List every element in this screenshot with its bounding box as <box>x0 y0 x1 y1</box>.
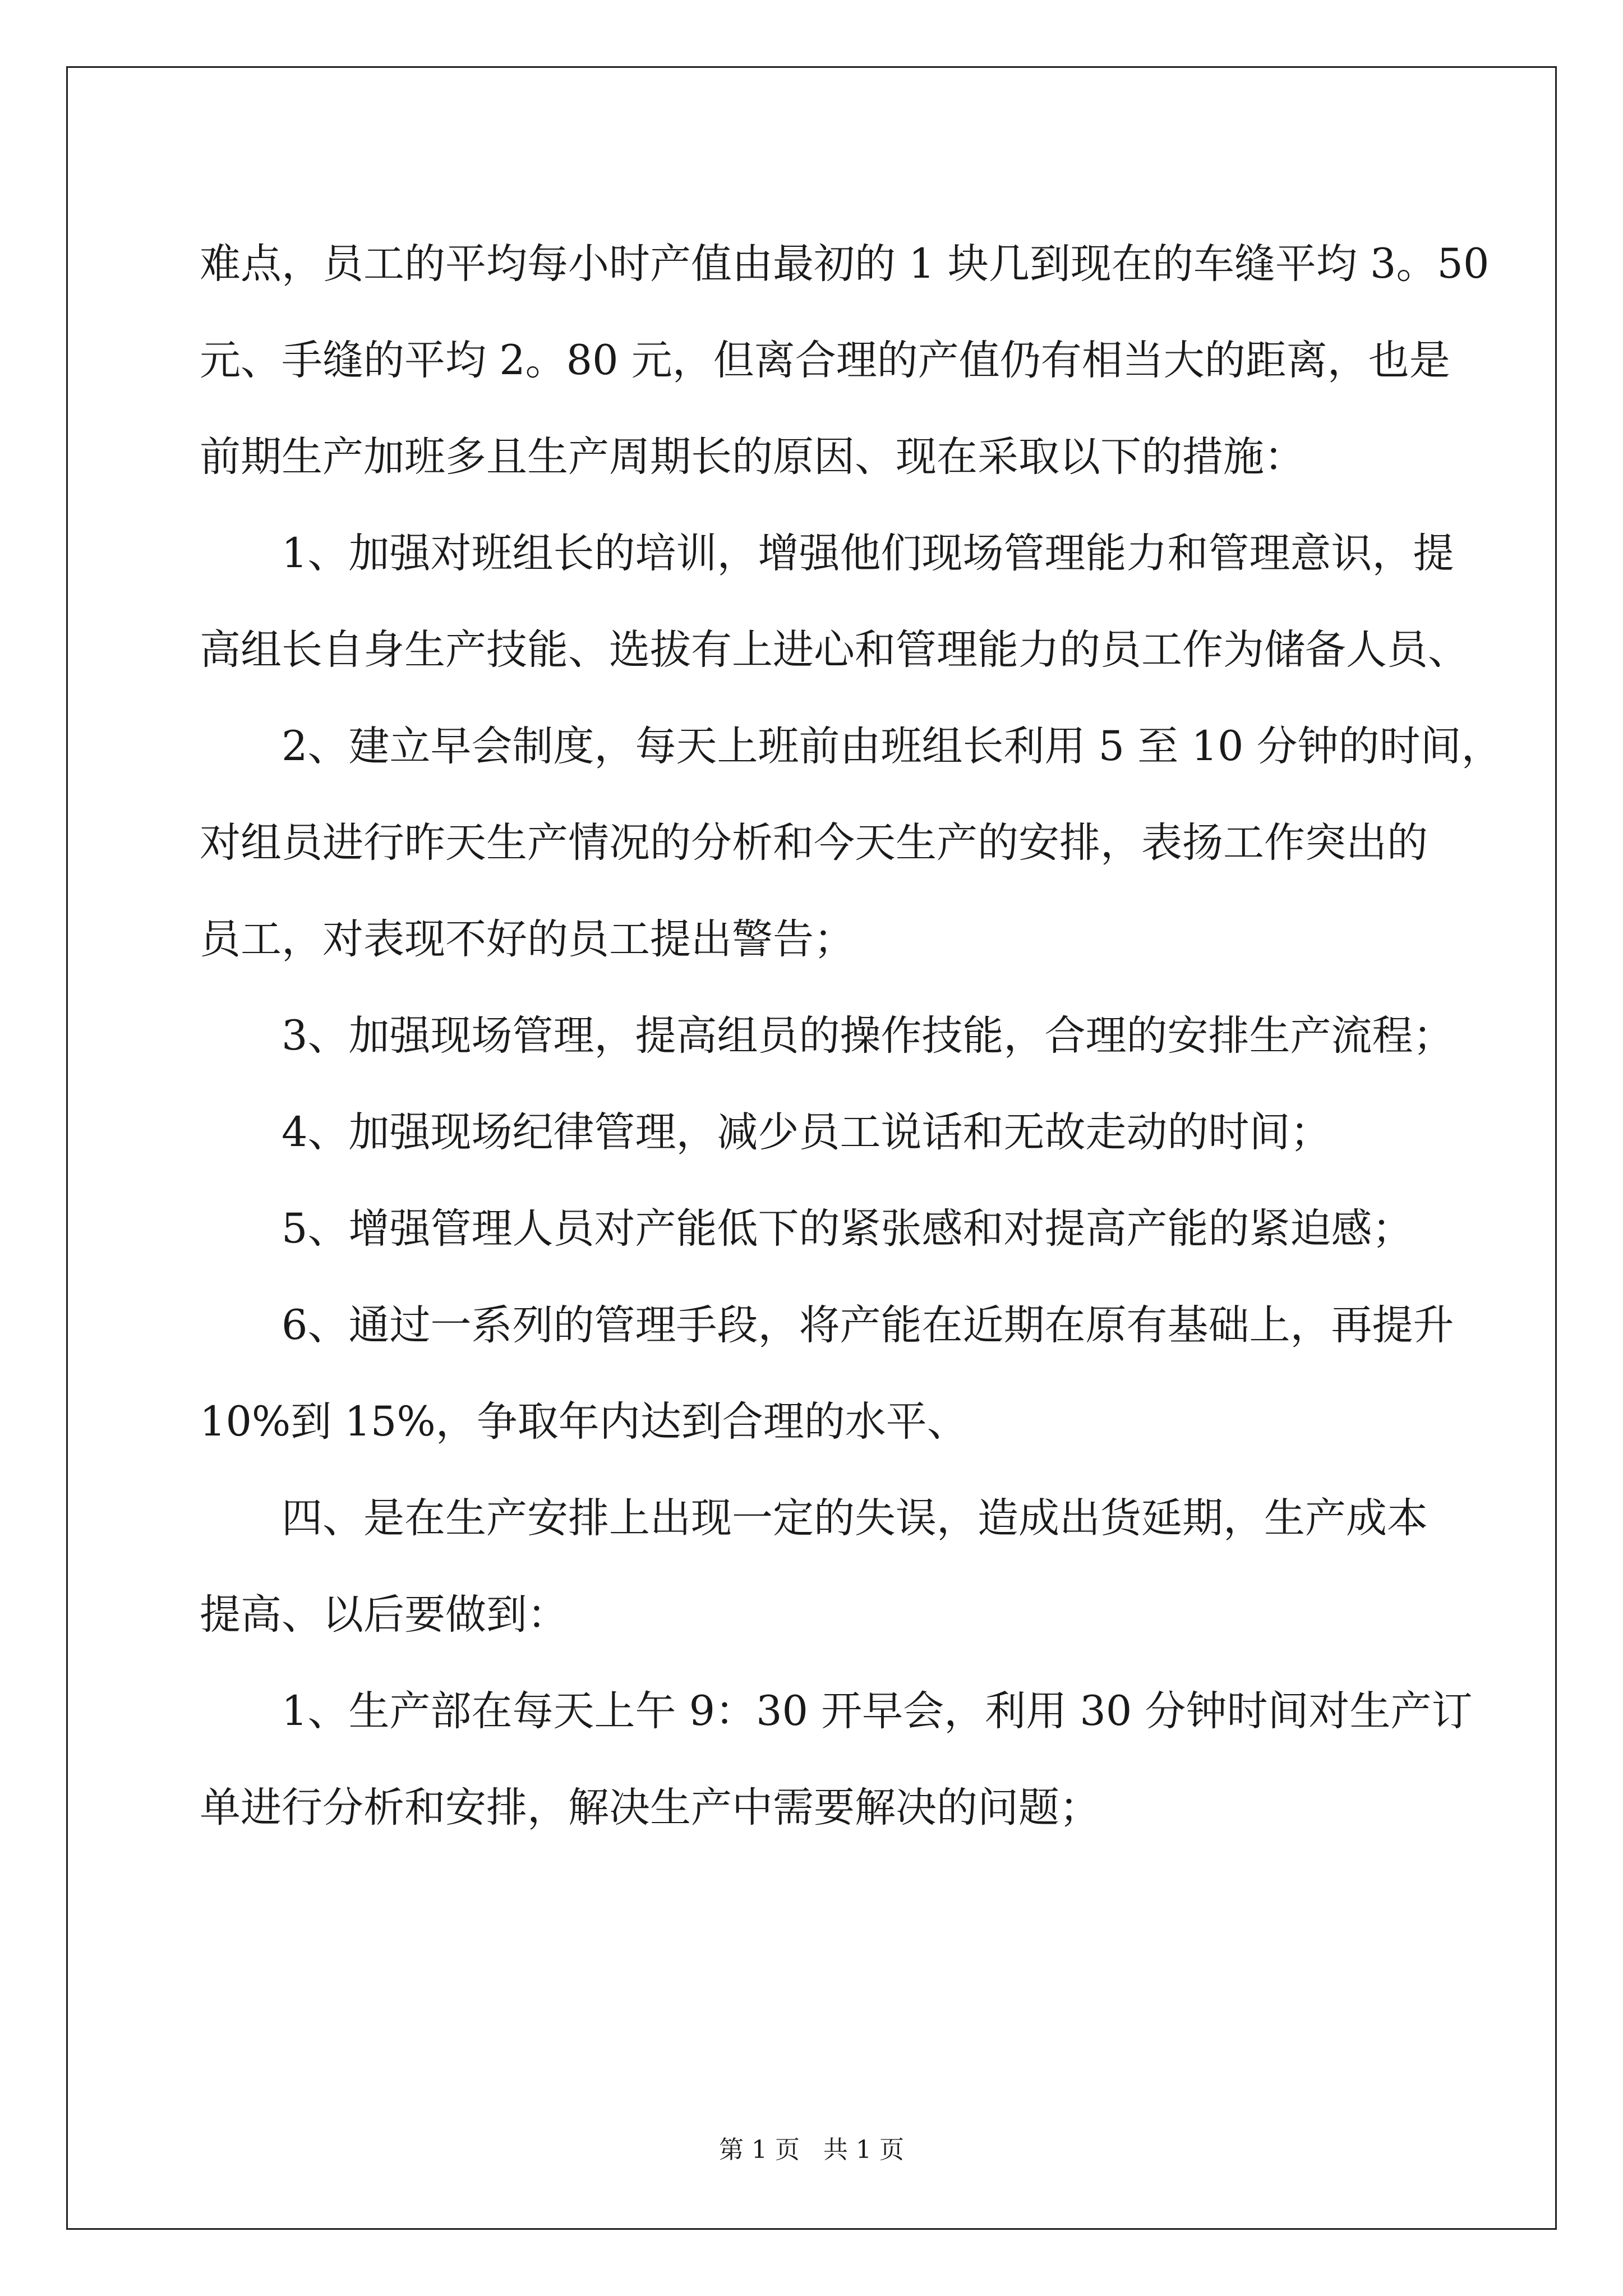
text-line: 4、加强现场纪律管理，减少员工说话和无故走动的时间； <box>282 1108 1331 1156</box>
text-line: 前期生产加班多且生产周期长的原因、现在采取以下的措施： <box>200 433 1305 481</box>
text-line: 3、加强现场管理，提高组员的操作技能，合理的安排生产流程； <box>282 1012 1454 1060</box>
text-line: 6、通过一系列的管理手段，将产能在近期在原有基础上，再提升 <box>282 1301 1454 1349</box>
text-line: 对组员进行昨天生产情况的分析和今天生产的安排，表扬工作突出的 <box>200 819 1428 867</box>
text-line: 元、手缝的平均 2。80 元，但离合理的产值仍有相当大的距离，也是 <box>200 337 1450 384</box>
text-line: 2、建立早会制度，每天上班前由班组长利用 5 至 10 分钟的时间， <box>282 723 1502 770</box>
text-line: 1、生产部在每天上午 9：30 开早会，利用 30 分钟时间对生产订 <box>282 1687 1473 1735</box>
text-line: 提高、以后要做到： <box>200 1591 568 1639</box>
text-line: 四、是在生产安排上出现一定的失误，造成出货延期，生产成本 <box>282 1494 1428 1542</box>
text-line: 高组长自身生产技能、选拔有上进心和管理能力的员工作为储备人员、 <box>200 626 1469 674</box>
text-line: 难点，员工的平均每小时产值由最初的 1 块几到现在的车缝平均 3。50 <box>200 240 1490 288</box>
text-line: 员工，对表现不好的员工提出警告； <box>200 915 855 963</box>
text-line: 5、增强管理人员对产能低下的紧张感和对提高产能的紧迫感； <box>282 1205 1413 1253</box>
text-line: 单进行分析和安排，解决生产中需要解决的问题； <box>200 1784 1100 1832</box>
document-body <box>200 216 1502 1856</box>
page-number-footer: 第 1 页 共 1 页 <box>719 2136 904 2164</box>
text-line: 1、加强对班组长的培训，增强他们现场管理能力和管理意识，提 <box>282 530 1454 577</box>
text-line: 10%到 15%，争取年内达到合理的水平、 <box>200 1398 968 1446</box>
